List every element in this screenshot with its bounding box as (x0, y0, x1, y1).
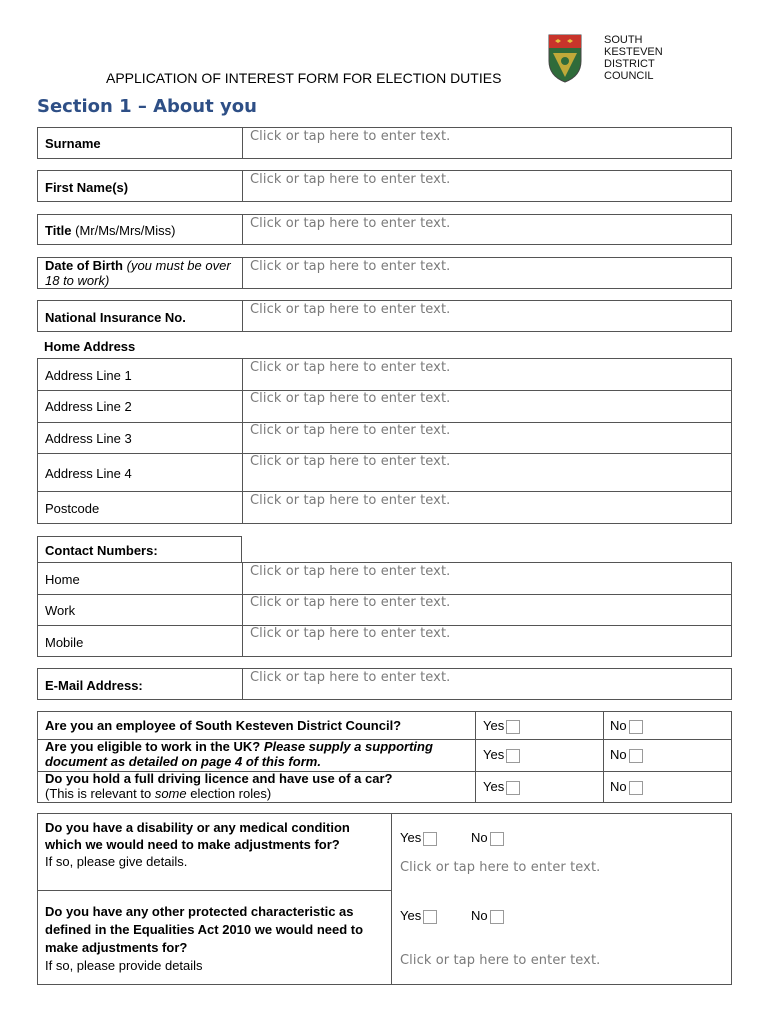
section-heading: Section 1 – About you (37, 96, 257, 117)
checkbox[interactable] (506, 749, 520, 763)
disability-note: If so, please give details. (45, 854, 188, 869)
title-label (45, 223, 175, 239)
council-crest-logo (547, 33, 583, 83)
address-line-1-input[interactable]: Click or tap here to enter text. (250, 360, 451, 375)
postcode-input[interactable]: Click or tap here to enter text. (250, 493, 451, 508)
checkbox[interactable] (629, 749, 643, 763)
dob-label-bold: Date of Birth (45, 258, 123, 273)
first-names-row (37, 170, 732, 202)
home-phone-input[interactable]: Click or tap here to enter text. (250, 564, 451, 579)
yes-label: Yes (483, 747, 505, 762)
eligible-question-note: Please supply a supporting document as detailed on page 4 of this form. (45, 739, 433, 769)
contact-numbers-heading: Contact Numbers: (45, 543, 158, 558)
title-row (37, 214, 732, 245)
mobile-phone-label: Mobile (45, 635, 84, 650)
employee-question: Are you an employee of South Kesteven District Council? (45, 718, 402, 733)
ni-label: National Insurance No. (45, 310, 186, 325)
surname-input[interactable]: Click or tap here to enter text. (250, 129, 451, 144)
protected-question-text: Do you have any other protected characteristic as defined in the Equalities Act 2010 we would need to make adjustments for? (45, 904, 364, 955)
dob-row (37, 257, 732, 289)
first-names-input[interactable]: Click or tap here to enter text. (250, 172, 451, 187)
dob-input[interactable]: Click or tap here to enter text. (250, 259, 451, 274)
work-phone-label: Work (45, 603, 76, 618)
protected-no[interactable] (471, 908, 504, 924)
disability-yes[interactable] (400, 830, 437, 846)
address-line-4-input[interactable]: Click or tap here to enter text. (250, 454, 451, 469)
disability-question-text: Do you have a disability or any medical condition which we would need to make adjustments for? (45, 820, 350, 852)
surname-row (37, 127, 732, 159)
licence-note-em: some (154, 786, 187, 801)
email-input[interactable]: Click or tap here to enter text. (250, 670, 451, 685)
yes-label: Yes (483, 779, 505, 794)
yes-label: Yes (483, 718, 505, 733)
council-line: SOUTH (604, 34, 643, 46)
checkbox[interactable] (423, 910, 437, 924)
address-line-2-input[interactable]: Click or tap here to enter text. (250, 391, 451, 406)
no-label: No (471, 908, 488, 923)
first-names-label: First Name(s) (45, 180, 129, 195)
postcode-label: Postcode (45, 501, 100, 516)
title-input[interactable]: Click or tap here to enter text. (250, 216, 451, 231)
checkbox[interactable] (629, 781, 643, 795)
dob-label (45, 258, 233, 288)
title-label-bold: Title (45, 223, 72, 238)
address-line-2-label: Address Line 2 (45, 399, 132, 414)
address-line-4-label: Address Line 4 (45, 466, 132, 481)
no-label: No (471, 830, 488, 845)
ni-input[interactable]: Click or tap here to enter text. (250, 302, 451, 317)
licence-no[interactable] (610, 779, 643, 795)
licence-question (45, 771, 470, 801)
council-line: COUNCIL (604, 70, 654, 82)
address-line-3-label: Address Line 3 (45, 431, 132, 446)
protected-details-input[interactable]: Click or tap here to enter text. (400, 953, 601, 968)
contact-table (37, 562, 732, 657)
no-label: No (610, 747, 627, 762)
checkbox[interactable] (490, 832, 504, 846)
surname-label: Surname (45, 136, 101, 151)
home-address-heading: Home Address (44, 339, 136, 354)
form-title: APPLICATION OF INTEREST FORM FOR ELECTION DUTIES (106, 70, 502, 86)
employee-no[interactable] (610, 718, 643, 734)
dob-label-note: (you must be over 18 to work) (45, 258, 231, 288)
mobile-phone-input[interactable]: Click or tap here to enter text. (250, 626, 451, 641)
eligible-no[interactable] (610, 747, 643, 763)
ni-row (37, 300, 732, 332)
employee-yes[interactable] (483, 718, 520, 734)
licence-yes[interactable] (483, 779, 520, 795)
address-line-1-label: Address Line 1 (45, 368, 132, 383)
adjustments-table (37, 813, 732, 985)
disability-no[interactable] (471, 830, 504, 846)
checkbox[interactable] (506, 781, 520, 795)
checkbox[interactable] (629, 720, 643, 734)
checkbox[interactable] (506, 720, 520, 734)
no-label: No (610, 718, 627, 733)
council-line: DISTRICT (604, 58, 655, 70)
licence-note-a: (This is relevant to (45, 786, 155, 801)
licence-question-text: Do you hold a full driving licence and have use of a car? (45, 771, 393, 786)
protected-question (45, 903, 390, 975)
eligible-yes[interactable] (483, 747, 520, 763)
eligible-question (45, 739, 465, 769)
email-row (37, 668, 732, 700)
disability-details-input[interactable]: Click or tap here to enter text. (400, 860, 601, 875)
council-line: KESTEVEN (604, 46, 663, 58)
work-phone-input[interactable]: Click or tap here to enter text. (250, 595, 451, 610)
council-name (604, 34, 663, 82)
protected-note: If so, please provide details (45, 958, 203, 973)
checkbox[interactable] (423, 832, 437, 846)
protected-yes[interactable] (400, 908, 437, 924)
title-label-options: (Mr/Ms/Mrs/Miss) (71, 223, 176, 238)
address-table (37, 358, 732, 524)
yes-label: Yes (400, 908, 422, 923)
home-phone-label: Home (45, 572, 80, 587)
address-line-3-input[interactable]: Click or tap here to enter text. (250, 423, 451, 438)
checkbox[interactable] (490, 910, 504, 924)
no-label: No (610, 779, 627, 794)
eligible-question-text: Are you eligible to work in the UK? (45, 739, 261, 754)
yes-no-table (37, 711, 732, 803)
yes-label: Yes (400, 830, 422, 845)
contact-heading-cell (37, 536, 242, 563)
email-label: E-Mail Address: (45, 678, 143, 693)
disability-question (45, 819, 385, 870)
licence-note-b: election roles) (186, 786, 272, 801)
